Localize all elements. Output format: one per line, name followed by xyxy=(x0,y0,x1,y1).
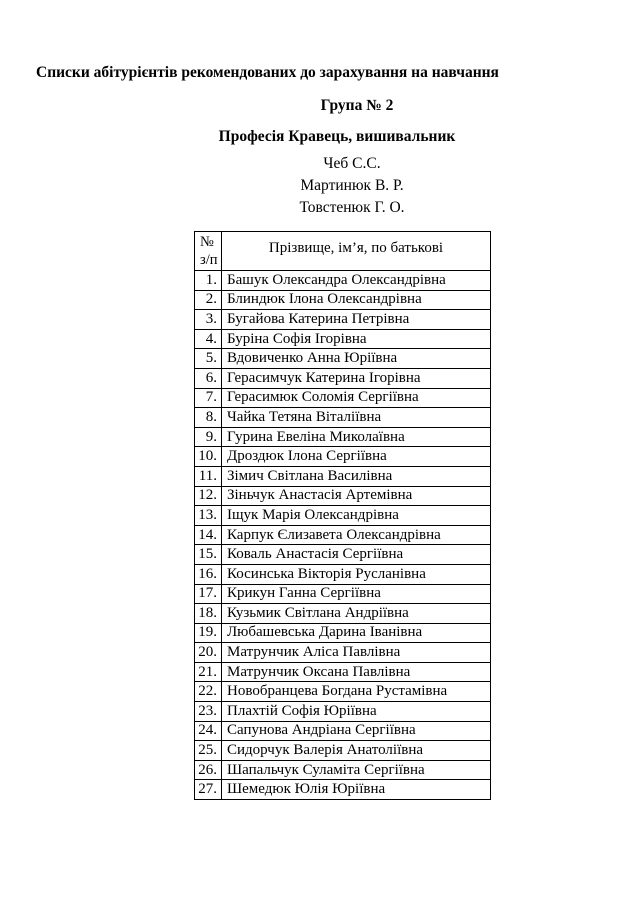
applicant-name: Матрунчик Оксана Павлівна xyxy=(222,662,491,682)
table-row xyxy=(195,721,491,741)
applicant-name: Гурина Евеліна Миколаївна xyxy=(222,427,491,447)
table-header-row xyxy=(195,232,491,271)
applicant-name: Герасимчук Катерина Ігорівна xyxy=(222,368,491,388)
row-number: 19. xyxy=(195,623,222,643)
column-header-number xyxy=(195,232,222,271)
row-number: 26. xyxy=(195,760,222,780)
row-number: 18. xyxy=(195,604,222,624)
row-number: 23. xyxy=(195,702,222,722)
applicant-name: Крикун Ганна Сергіївна xyxy=(222,584,491,604)
row-number: 17. xyxy=(195,584,222,604)
applicant-name: Шемедюк Юлія Юріївна xyxy=(222,780,491,800)
applicant-name: Плахтій Софія Юріївна xyxy=(222,702,491,722)
row-number: 20. xyxy=(195,643,222,663)
row-number: 2. xyxy=(195,290,222,310)
column-header-number-line1: № xyxy=(200,234,214,250)
table-row xyxy=(195,427,491,447)
row-number: 12. xyxy=(195,486,222,506)
applicant-name: Башук Олександра Олександрівна xyxy=(222,271,491,291)
row-number: 15. xyxy=(195,545,222,565)
table-row xyxy=(195,741,491,761)
row-number: 1. xyxy=(195,271,222,291)
table-row xyxy=(195,368,491,388)
applicant-name: Герасимюк Соломія Сергіївна xyxy=(222,388,491,408)
table-row xyxy=(195,604,491,624)
applicant-name: Коваль Анастасія Сергіївна xyxy=(222,545,491,565)
table-row xyxy=(195,349,491,369)
document-title xyxy=(36,64,638,82)
row-number: 4. xyxy=(195,329,222,349)
row-number: 21. xyxy=(195,662,222,682)
table-row xyxy=(195,623,491,643)
column-header-number-line2: з/п xyxy=(200,252,218,268)
applicant-name: Блиндюк Ілона Олександрівна xyxy=(222,290,491,310)
row-number: 5. xyxy=(195,349,222,369)
table-row xyxy=(195,545,491,565)
table-row xyxy=(195,506,491,526)
signatory-name: Товстенюк Г. О. xyxy=(299,199,405,216)
table-row xyxy=(195,662,491,682)
row-number: 6. xyxy=(195,368,222,388)
row-number: 25. xyxy=(195,741,222,761)
table-body xyxy=(195,271,491,800)
row-number: 16. xyxy=(195,564,222,584)
table-row xyxy=(195,408,491,428)
applicant-name: Зімич Світлана Василівна xyxy=(222,466,491,486)
row-number: 9. xyxy=(195,427,222,447)
row-number: 27. xyxy=(195,780,222,800)
table-row xyxy=(195,760,491,780)
table-row xyxy=(195,702,491,722)
document-title-text: Списки абітурієнтів рекомендованих до зарахування на навчання xyxy=(36,64,499,81)
row-number: 3. xyxy=(195,310,222,330)
applicant-name: Косинська Вікторія Русланівна xyxy=(222,564,491,584)
table-row xyxy=(195,466,491,486)
table-row xyxy=(195,525,491,545)
table-row xyxy=(195,271,491,291)
row-number: 11. xyxy=(195,466,222,486)
row-number: 14. xyxy=(195,525,222,545)
applicant-name: Шапальчук Суламіта Сергіївна xyxy=(222,760,491,780)
table-row xyxy=(195,388,491,408)
applicant-name: Вдовиченко Анна Юріївна xyxy=(222,349,491,369)
row-number: 22. xyxy=(195,682,222,702)
group-heading: Група № 2 xyxy=(320,97,394,114)
table-row xyxy=(195,486,491,506)
row-number: 8. xyxy=(195,408,222,428)
row-number: 13. xyxy=(195,506,222,526)
applicant-name: Новобранцева Богдана Рустамівна xyxy=(222,682,491,702)
table-row xyxy=(195,682,491,702)
applicant-name: Бугайова Катерина Петрівна xyxy=(222,310,491,330)
applicant-name: Любашевська Дарина Іванівна xyxy=(222,623,491,643)
table-row xyxy=(195,310,491,330)
signatory-name: Мартинюк В. Р. xyxy=(300,177,404,194)
table-row xyxy=(195,584,491,604)
applicant-name: Карпук Єлизавета Олександрівна xyxy=(222,525,491,545)
applicant-name: Зіньчук Анастасія Артемівна xyxy=(222,486,491,506)
table-row xyxy=(195,643,491,663)
applicant-name: Чайка Тетяна Віталіївна xyxy=(222,408,491,428)
table-row xyxy=(195,564,491,584)
applicant-name: Буріна Софія Ігорівна xyxy=(222,329,491,349)
table-row xyxy=(195,780,491,800)
column-header-name: Прізвище, ім’я, по батькові xyxy=(222,232,491,271)
signatory-name: Чеб С.С. xyxy=(323,155,381,172)
row-number: 24. xyxy=(195,721,222,741)
applicants-table xyxy=(194,231,491,800)
table-row xyxy=(195,329,491,349)
applicant-name: Матрунчик Аліса Павлівна xyxy=(222,643,491,663)
table-row xyxy=(195,290,491,310)
applicant-name: Сидорчук Валерія Анатоліївна xyxy=(222,741,491,761)
row-number: 10. xyxy=(195,447,222,467)
applicant-name: Дроздюк Ілона Сергіївна xyxy=(222,447,491,467)
applicant-name: Кузьмик Світлана Андріївна xyxy=(222,604,491,624)
profession-heading: Професія Кравець, вишивальник xyxy=(218,128,456,145)
applicant-name: Сапунова Андріана Сергіївна xyxy=(222,721,491,741)
row-number: 7. xyxy=(195,388,222,408)
applicant-name: Іщук Марія Олександрівна xyxy=(222,506,491,526)
table-row xyxy=(195,447,491,467)
